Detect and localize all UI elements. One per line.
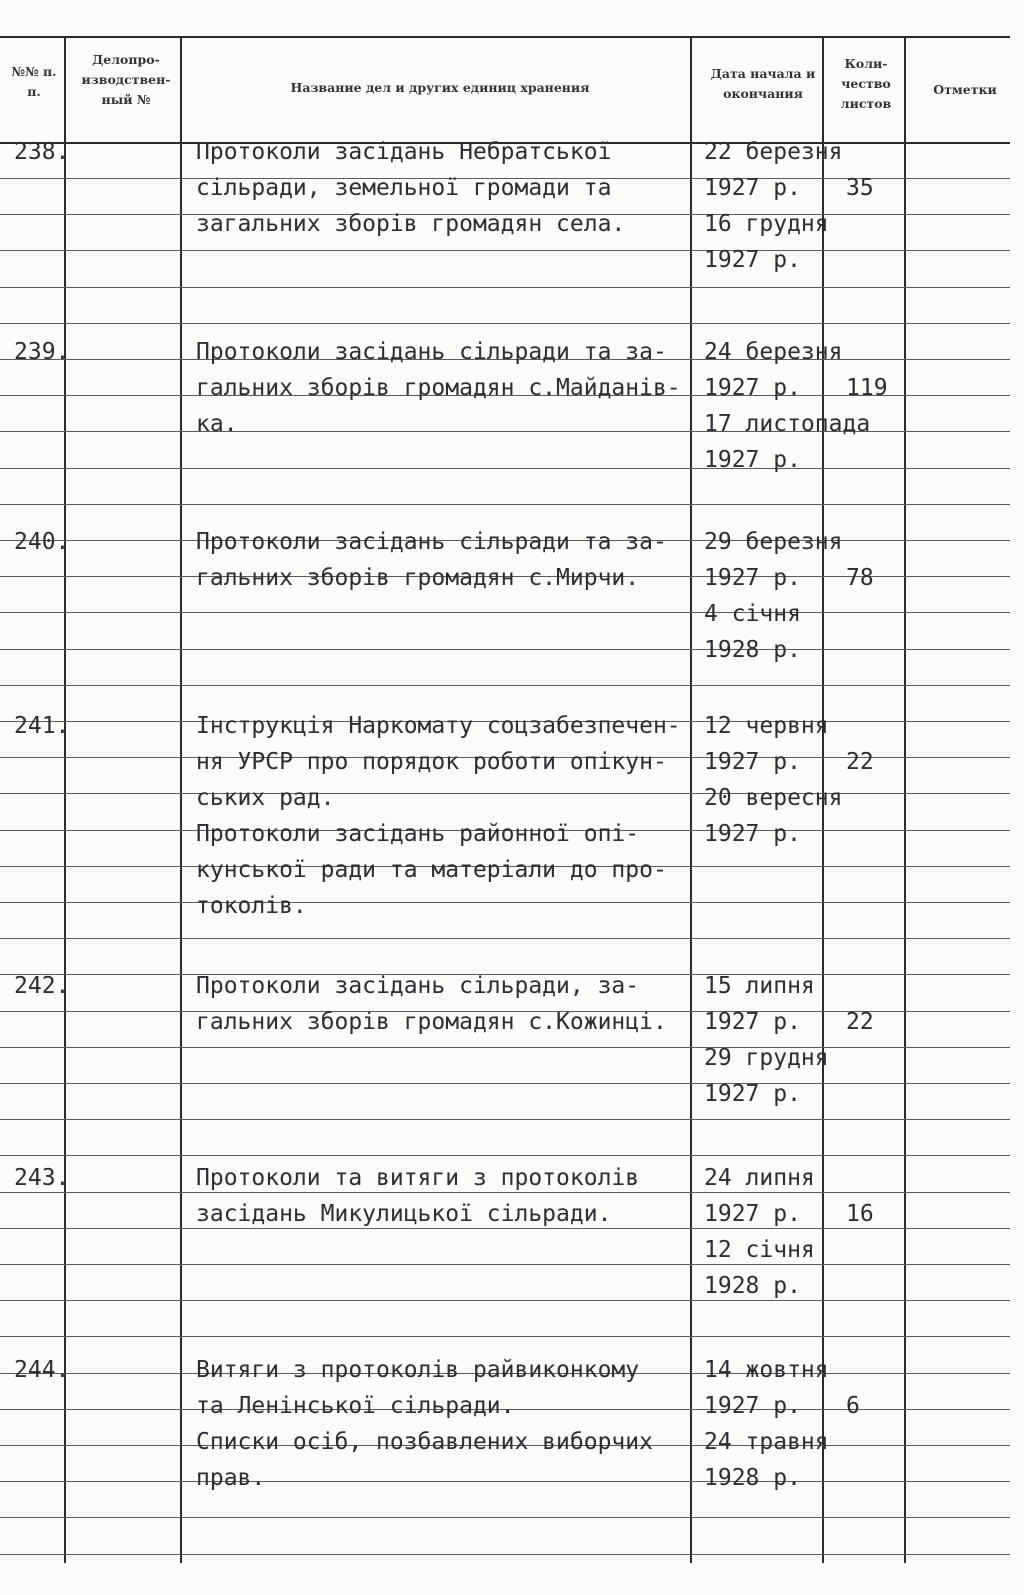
row-number: 240. xyxy=(14,529,70,555)
ruled-line xyxy=(0,649,1010,650)
row-date-line: 20 вересня xyxy=(704,785,843,811)
ruled-line xyxy=(0,287,1010,288)
row-date-line: 1927 р. xyxy=(704,1009,801,1035)
row-date-line: 24 травня xyxy=(704,1429,829,1455)
header-office-number-text: Делопро- изводствен- ный № xyxy=(81,52,171,107)
ruled-line xyxy=(0,468,1010,469)
row-date-line: 1927 р. xyxy=(704,247,801,273)
row-title-line: Протоколи засідань районної опі- xyxy=(196,821,640,847)
row-title-line: токолів. xyxy=(196,893,307,919)
header-office-number xyxy=(72,50,180,110)
header-number-text: №№ п. п. xyxy=(11,64,57,99)
row-title-line: загальних зборів громадян села. xyxy=(196,211,626,237)
ruled-line xyxy=(0,793,1010,794)
row-date-line: 12 червня xyxy=(704,713,829,739)
column-divider xyxy=(64,38,66,1563)
row-title-line: гальних зборів громадян с.Майданів- xyxy=(196,375,681,401)
header-dates-text: Дата начала и окончания xyxy=(710,66,816,101)
row-date-line: 1927 р. xyxy=(704,821,801,847)
row-sheet-count: 6 xyxy=(846,1393,860,1419)
table-top-border xyxy=(0,36,1010,38)
row-date-line: 1927 р. xyxy=(704,1081,801,1107)
header-notes xyxy=(912,80,1018,100)
row-title-line: Протоколи та витяги з протоколів xyxy=(196,1165,640,1191)
row-sheet-count: 22 xyxy=(846,1009,874,1035)
row-date-line: 4 січня xyxy=(704,601,801,627)
row-number: 244. xyxy=(14,1357,70,1383)
header-sheets-text: Коли- чество листов xyxy=(840,56,892,111)
row-date-line: 1927 р. xyxy=(704,1393,801,1419)
ruled-line xyxy=(0,1336,1010,1337)
row-title-line: Списки осіб, позбавлених виборчих xyxy=(196,1429,653,1455)
column-divider xyxy=(690,38,692,1563)
row-date-line: 1928 р. xyxy=(704,1465,801,1491)
row-title-line: Протоколи засідань сільради та за- xyxy=(196,529,667,555)
row-date-line: 12 січня xyxy=(704,1237,815,1263)
row-date-line: 1927 р. xyxy=(704,565,801,591)
row-date-line: 22 березня xyxy=(704,139,843,165)
ruled-line xyxy=(0,1300,1010,1301)
row-title-line: прав. xyxy=(196,1465,266,1491)
row-date-line: 1927 р. xyxy=(704,749,801,775)
row-date-line: 1928 р. xyxy=(704,637,801,663)
row-sheet-count: 78 xyxy=(846,565,874,591)
ruled-line xyxy=(0,250,1010,251)
column-divider xyxy=(180,38,182,1563)
row-title-line: Протоколи засідань Небратської xyxy=(196,139,612,165)
row-number: 239. xyxy=(14,339,70,365)
row-title-line: ня УРСР про порядок роботи опікун- xyxy=(196,749,667,775)
row-title-line: гальних зборів громадян с.Кожинці. xyxy=(196,1009,667,1035)
row-date-line: 1928 р. xyxy=(704,1273,801,1299)
row-date-line: 24 березня xyxy=(704,339,843,365)
row-title-line: засідань Микулицької сільради. xyxy=(196,1201,612,1227)
ruled-line xyxy=(0,902,1010,903)
row-date-line: 15 липня xyxy=(704,973,815,999)
ruled-line xyxy=(0,1554,1010,1555)
row-number: 242. xyxy=(14,973,70,999)
ruled-line xyxy=(0,1155,1010,1156)
row-sheet-count: 119 xyxy=(846,375,888,401)
row-date-line: 29 березня xyxy=(704,529,843,555)
ruled-line xyxy=(0,685,1010,686)
column-divider xyxy=(904,38,906,1563)
header-sheets xyxy=(830,54,902,114)
ruled-line xyxy=(0,1047,1010,1048)
row-title-line: кунської ради та матеріали до про- xyxy=(196,857,667,883)
ruled-line xyxy=(0,1517,1010,1518)
row-title-line: Протоколи засідань сільради та за- xyxy=(196,339,667,365)
row-title-line: гальних зборів громадян с.Мирчи. xyxy=(196,565,640,591)
row-date-line: 24 липня xyxy=(704,1165,815,1191)
row-date-line: 29 грудня xyxy=(704,1045,829,1071)
ruled-line xyxy=(0,938,1010,939)
header-title-text: Название дел и других единиц хранения xyxy=(290,80,590,95)
row-number: 238. xyxy=(14,139,70,165)
header-notes-text: Отметки xyxy=(933,82,997,97)
row-number: 243. xyxy=(14,1165,70,1191)
row-date-line: 1927 р. xyxy=(704,447,801,473)
row-date-line: 1927 р. xyxy=(704,175,801,201)
row-date-line: 1927 р. xyxy=(704,1201,801,1227)
ruled-line xyxy=(0,612,1010,613)
row-title-line: ка. xyxy=(196,411,238,437)
header-title xyxy=(190,78,690,98)
row-number: 241. xyxy=(14,713,70,739)
header-number xyxy=(6,62,62,102)
row-date-line: 16 грудня xyxy=(704,211,829,237)
ruled-line xyxy=(0,1083,1010,1084)
ruled-line xyxy=(0,1264,1010,1265)
row-title-line: ських рад. xyxy=(196,785,335,811)
row-sheet-count: 16 xyxy=(846,1201,874,1227)
ruled-line xyxy=(0,1119,1010,1120)
header-dates xyxy=(704,64,822,104)
row-sheet-count: 35 xyxy=(846,175,874,201)
row-title-line: Витяги з протоколів райвиконкому xyxy=(196,1357,640,1383)
row-title-line: Інструкція Наркомату соцзабезпечен- xyxy=(196,713,681,739)
ruled-line xyxy=(0,323,1010,324)
ruled-line xyxy=(0,504,1010,505)
row-date-line: 1927 р. xyxy=(704,375,801,401)
row-title-line: сільради, земельної громади та xyxy=(196,175,612,201)
row-sheet-count: 22 xyxy=(846,749,874,775)
row-date-line: 17 листопада xyxy=(704,411,871,437)
ruled-line xyxy=(0,1481,1010,1482)
row-title-line: Протоколи засідань сільради, за- xyxy=(196,973,640,999)
row-title-line: та Ленінської сільради. xyxy=(196,1393,515,1419)
row-date-line: 14 жовтня xyxy=(704,1357,829,1383)
